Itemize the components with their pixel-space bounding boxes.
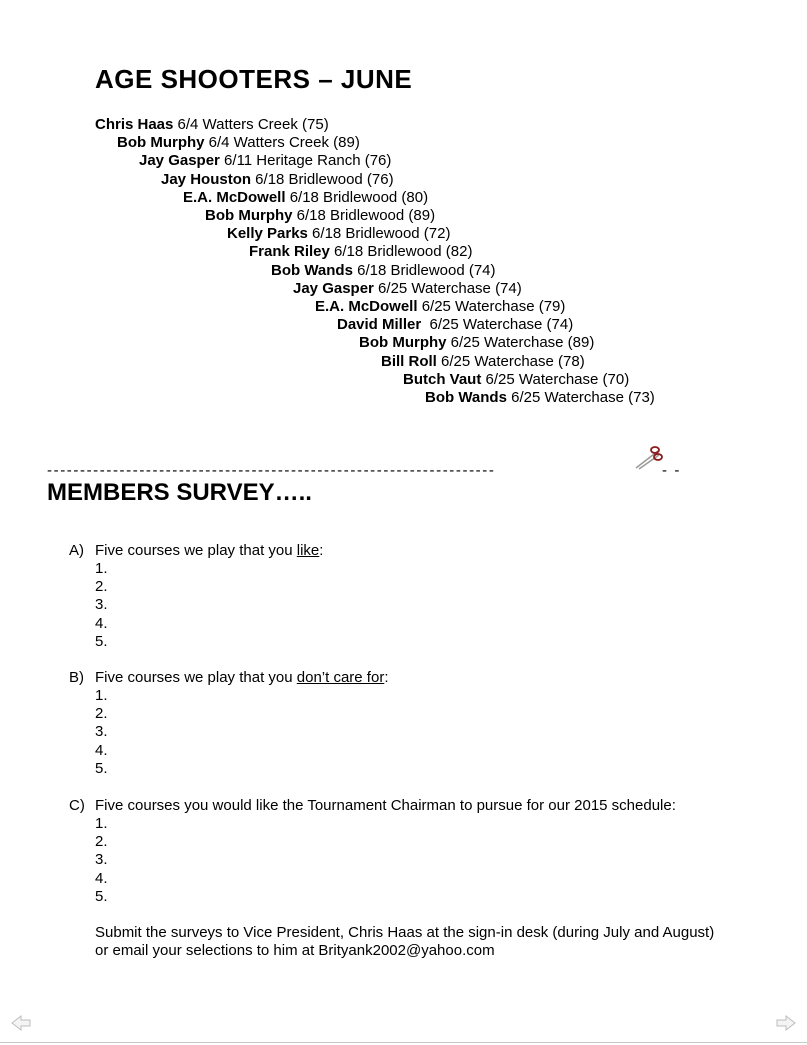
shooter-entry [381, 353, 585, 371]
answer-line-number[interactable]: 4. [95, 869, 108, 887]
footer-instructions-line2: or email your selections to him at Brityank2002@yahoo.com [95, 942, 495, 959]
shooter-entry [95, 116, 329, 134]
shooter-entry [117, 134, 360, 152]
prev-page-arrow-icon[interactable] [10, 1014, 32, 1032]
shooter-detail: 6/18 Bridlewood (82) [329, 243, 473, 261]
shooter-entry [425, 389, 655, 407]
shooter-detail: 6/18 Bridlewood (89) [292, 207, 436, 224]
page-title: AGE SHOOTERS – JUNE [95, 64, 413, 94]
shooter-entry [403, 371, 629, 389]
shooter-entry [205, 207, 435, 225]
survey-question [69, 542, 324, 560]
question-text: Five courses we play that you [95, 542, 297, 559]
shooter-entry [315, 298, 565, 316]
answer-line-number[interactable]: 4. [95, 741, 108, 759]
next-page-arrow-icon[interactable] [775, 1014, 797, 1032]
shooter-detail: 6/25 Waterchase (74) [421, 316, 574, 334]
shooter-name: Bob Murphy [359, 334, 447, 352]
question-emphasis: don’t care for [296, 669, 385, 686]
shooter-name: Bill Roll [381, 352, 437, 370]
shooter-entry [183, 189, 428, 207]
question-text: Five courses we play that you [95, 669, 297, 686]
shooter-detail: 6/11 Heritage Ranch (76) [219, 152, 392, 170]
shooter-name: David Miller [337, 316, 422, 334]
survey-question [69, 797, 676, 815]
answer-line-number[interactable]: 3. [95, 723, 108, 741]
answer-line-number[interactable]: 5. [95, 632, 108, 650]
shooter-entry [139, 152, 391, 170]
shooter-detail: 6/4 Watters Creek (89) [204, 134, 360, 152]
question-emphasis: like [296, 542, 320, 559]
shooter-detail: 6/25 Waterchase (73) [506, 389, 655, 406]
shooter-detail: 6/25 Waterchase (79) [417, 298, 566, 315]
shooter-entry [271, 262, 496, 280]
question-punctuation: : [384, 669, 389, 686]
shooter-name: Jay Gasper [139, 152, 220, 170]
shooter-detail: 6/4 Watters Creek (75) [173, 116, 329, 133]
shooter-detail: 6/18 Bridlewood (74) [352, 261, 496, 279]
shooter-detail: 6/25 Waterchase (78) [436, 352, 585, 370]
shooter-name: Jay Houston [161, 170, 252, 188]
shooter-name: Bob Murphy [117, 134, 205, 152]
cut-line-dashes-right: - - [662, 462, 681, 479]
shooter-name: Butch Vaut [403, 370, 482, 388]
shooter-name: Bob Wands [271, 261, 353, 279]
shooter-entry [293, 280, 522, 298]
page-bottom-divider [0, 1042, 807, 1043]
answer-line-number[interactable]: 3. [95, 851, 108, 869]
question-letter: C) [69, 797, 85, 814]
answer-line-number[interactable]: 2. [95, 578, 108, 596]
question-letter: A) [69, 542, 84, 559]
shooter-detail: 6/18 Bridlewood (80) [285, 188, 429, 206]
answer-line-number[interactable]: 3. [95, 596, 108, 614]
answer-line-number[interactable]: 5. [95, 887, 108, 905]
shooter-entry [359, 334, 594, 352]
shooter-entry [227, 225, 450, 243]
shooter-name: E.A. McDowell [183, 188, 286, 206]
question-text: Five courses you would like the Tournament Chairman to pursue for our 2015 schedule: [95, 797, 676, 814]
shooter-name: Kelly Parks [227, 225, 308, 243]
shooter-detail: 6/18 Bridlewood (76) [251, 170, 394, 188]
survey-question [69, 669, 389, 687]
shooter-detail: 6/18 Bridlewood (72) [307, 225, 451, 243]
answer-line-number[interactable]: 2. [95, 833, 108, 851]
footer-instructions-line1: Submit the surveys to Vice President, Chris Haas at the sign-in desk (during July and August) [95, 924, 715, 941]
answer-line-number[interactable]: 5. [95, 759, 108, 777]
shooter-entry [161, 171, 394, 189]
shooter-detail: 6/25 Waterchase (70) [481, 370, 630, 388]
shooter-name: Bob Wands [425, 389, 507, 406]
shooter-name: E.A. McDowell [315, 298, 418, 315]
shooter-name: Frank Riley [249, 243, 330, 261]
answer-line-number[interactable]: 2. [95, 705, 108, 723]
question-punctuation: : [319, 542, 324, 559]
shooter-name: Bob Murphy [205, 207, 293, 224]
shooter-name: Jay Gasper [293, 279, 374, 297]
shooter-entry [337, 316, 573, 334]
cut-line-dashes-left: -------------------------------------------------------------------- [47, 462, 496, 479]
answer-line-number[interactable]: 1. [95, 560, 108, 577]
shooter-name: Chris Haas [95, 116, 174, 133]
question-letter: B) [69, 669, 84, 686]
answer-line-number[interactable]: 4. [95, 614, 108, 632]
scissors-icon [633, 445, 663, 471]
shooter-entry [249, 243, 472, 261]
answer-line-number[interactable]: 1. [95, 815, 108, 832]
shooter-detail: 6/25 Waterchase (74) [373, 279, 522, 297]
survey-title: MEMBERS SURVEY….. [47, 479, 312, 506]
answer-line-number[interactable]: 1. [95, 687, 108, 704]
shooter-detail: 6/25 Waterchase (89) [446, 334, 595, 352]
